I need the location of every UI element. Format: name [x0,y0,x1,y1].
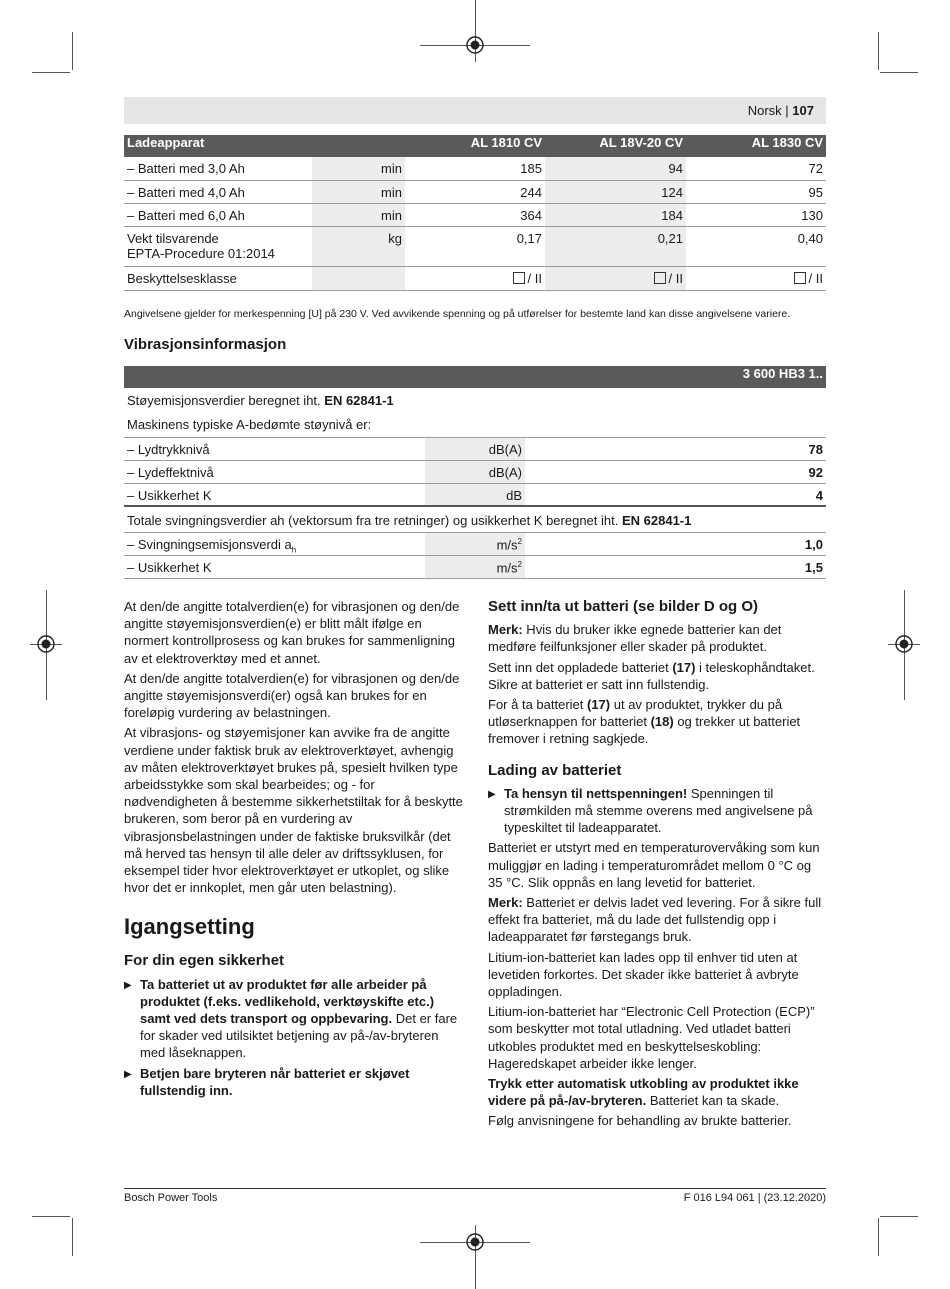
paragraph [488,1075,826,1109]
cell-value: 130 [686,203,826,226]
row-unit: min [312,180,405,203]
protection-class-text: / II [527,270,542,286]
page-header: Norsk | 107 [747,103,814,118]
unit-text: m/s [496,559,518,575]
body-text: Batteriet kan ta skade. [646,1093,780,1109]
bold-text: Ta batteriet ut av produktet før alle arbeider på produktet (f.eks. vedlikehold, verktøyskifte etc.) samt ved dets transport og oppbevaring. [140,976,435,1027]
cell-value: 1,5 [525,555,826,578]
row-label [124,532,425,555]
unit-text: m/s [496,536,518,552]
table-row [124,437,826,460]
paragraph: Litium-ion-batteriet kan lades opp til enhver tid uten at levetiden forkortes. Det skader ikke batteriet å avbryte oppladingen. [488,949,799,1000]
paragraph: At vibrasjons- og støyemisjoner kan avvike fra de angitte verdiene under faktisk bruk av elektroverktøyet, avhengig av måten elektroverktøyet brukes på, spesielt hvilken type arbeidsstykke som skal bearbeides; og - for nødvendigheten å bestemme sikkerhetstiltak for å beskytte brukeren, som beror på en vurdering av vibrasjonsbelastningen under de faktiske bruksvilkår (det må herved tas hensyn til alle deler av driftssyklusen, for eksempel tider hvor elektroverktøyet er utkoplet, og slike hvor det er innkoplet, men går uten belastning). [124,725,463,896]
row-unit: min [312,157,405,180]
paragraph [488,696,826,748]
cell-value [686,266,826,290]
footer-doc-id: F 016 L94 061 | (23.12.2020) [683,1192,826,1204]
vibration-intro-text: Totale svingningsverdier ah (vektorsum fra tre retninger) og usikkerhet K beregnet iht. [127,513,619,528]
paragraph: Batteriet er utstyrt med en temperaturovervåking som kun muliggjør en lading i temperaturområdet mellom 0 °C og 35 °C. Slik oppnås en lang levetid for batteriet. [488,840,820,890]
paragraph: At den/de angitte totalverdien(e) for vibrasjonen og den/de angitte støyemisjonsverdi(er) også kan brukes for en foreløpig vurdering av belastningen. [124,670,460,721]
paragraph: Litium-ion-batteriet har “Electronic Cell Protection (ECP)” som beskytter mot total utladning. Ved utladet batteri utkobles produktet med en beskyttelseskobling: Hageredskapet arbeider ikke lenger. [488,1004,815,1071]
row-label-line: Vekt tilsvarende [127,230,219,246]
table-row [124,180,826,203]
list-item-text [504,785,826,837]
cell-value: 1,0 [525,532,826,555]
body-text: Spenningen til strømkilden må stemme overens med angivelsene på typeskiltet til ladeapparatet. [504,785,813,836]
vibration-table [124,366,826,579]
noise-intro [124,388,826,413]
protection-class-text: / II [808,270,823,286]
right-column [488,598,826,1133]
cell-value: 92 [525,460,826,483]
reference-number: (17) [587,697,611,713]
cell-value: 184 [545,203,686,226]
row-label: – Lydtrykknivå [124,437,425,460]
row-label: – Batteri med 4,0 Ah [124,180,312,203]
model-number: 3 600 HB3 1.. [525,366,826,388]
typical-level-text: Maskinens typiske A-bedømte støynivå er: [124,413,826,437]
protection-class-icon [513,272,525,284]
crop-mark [32,72,70,73]
row-unit: dB(A) [425,437,525,460]
bullet-arrow-icon: ▶ [124,1068,132,1080]
noise-intro-text: Støyemisjonsverdier beregnet iht. [127,393,321,408]
table-header: AL 1830 CV [686,135,826,157]
row-unit [425,555,525,578]
cell-value: 72 [686,157,826,180]
table-row [124,506,826,532]
footer-publisher: Bosch Power Tools [124,1192,218,1204]
registration-mark-icon [894,634,914,654]
table-row [124,157,826,180]
table-header: AL 18V-20 CV [545,135,686,157]
row-label: – Lydeffektnivå [124,460,425,483]
list-item [124,976,464,1062]
paragraph [488,894,826,946]
table-row [124,460,826,483]
cell-value: 78 [525,437,826,460]
table-row [124,413,826,437]
cell-value: 244 [405,180,545,203]
table-row [124,226,826,266]
subsection-title: Lading av batteriet [488,761,622,779]
paragraph [488,621,826,655]
table-header: Ladeapparat [124,135,312,157]
table-header [312,135,405,157]
registration-mark-icon [465,1232,485,1252]
body-text: Sett inn det oppladede batteriet [488,659,673,675]
row-unit: min [312,203,405,226]
cell-value: 94 [545,157,686,180]
subscript: h [291,545,297,555]
crop-mark [880,1216,918,1217]
row-label: – Usikkerhet K [124,555,425,578]
body-text: Batteriet er delvis ladet ved levering. For å sikre full effekt fra batteriet, må du lade det fullstendig opp i ladeapparatet før førstegangs bruk. [488,895,822,945]
subsection-title: For din egen sikkerhet [124,952,285,970]
bullet-arrow-icon: ▶ [124,979,132,991]
cell-value: 4 [815,487,823,503]
row-label-text: – Svingningsemisjonsverdi a [127,536,292,552]
protection-class-icon [794,272,806,284]
table-row [124,203,826,226]
crop-mark [878,32,879,70]
table-header: AL 1810 CV [405,135,545,157]
section-title: Igangsetting [124,914,255,940]
left-column [124,598,464,1102]
page-header-bar [124,97,826,124]
bold-text: Ta hensyn til nettspenningen! [504,785,688,801]
body-text: Det er fare for skader ved utilsiktet betjening av på-/av-bryteren med låseknappen. [140,1011,458,1061]
standard-ref: EN 62841-1 [324,393,394,408]
list-item-text [140,1065,464,1099]
row-unit [425,532,525,555]
body-text: For å ta batteriet [488,697,587,713]
cell-value: 0,40 [686,226,826,266]
table-row [124,532,826,555]
reference-number: (17) [672,659,696,675]
bold-text: Betjen bare bryteren når batteriet er skjøvet fullstendig inn. [140,1065,410,1098]
table-header-row [124,366,826,388]
superscript: 2 [517,536,522,546]
body-text: i teleskophåndtaket. Sikre at batteriet er satt inn fullstendig. [488,659,815,692]
row-label: Beskyttelsesklasse [124,266,312,290]
subsection-title: Sett inn/ta ut batteri (se bilder D og O) [488,598,759,615]
protection-class-icon [654,272,666,284]
table-row [124,266,826,290]
row-label: – Usikkerhet K [127,487,212,503]
cell-value: 185 [405,157,545,180]
cell-value: 0,21 [545,226,686,266]
registration-mark-icon [36,634,56,654]
protection-class-text: / II [668,270,683,286]
crop-mark [878,1218,879,1256]
row-label: – Batteri med 6,0 Ah [124,203,312,226]
charger-table [124,135,826,291]
paragraph [488,659,826,693]
cell-value: 124 [545,180,686,203]
row-unit: dB(A) [425,460,525,483]
row-label [124,226,312,266]
row-label-line: EPTA-Procedure 01:2014 [127,245,275,261]
crop-mark [72,32,73,70]
cell-value [545,266,686,290]
table-row [124,483,826,506]
page-number: 107 [792,103,814,118]
crop-mark [72,1218,73,1256]
vibration-intro [124,506,826,532]
bullet-arrow-icon: ▶ [488,788,496,800]
row-unit: kg [312,226,405,266]
table-row [124,555,826,578]
body-text: og trekker ut batteriet fremover i retning sagkjede. [488,714,801,747]
footer-divider [124,1188,826,1189]
body-text: ut av produktet, trykker du på utløserknappen for batteriet [488,697,783,730]
list-item-text [140,976,464,1062]
paragraph: At den/de angitte totalverdien(e) for vibrasjonen og den/de angitte støyemisjonsverdien(e) er blitt målt ifølge en normert kontrollprosess og kan brukes for sammenligning av et elektroverktøy med et annet. [124,599,460,666]
row-label: – Batteri med 3,0 Ah [124,157,312,180]
body-text: Hvis du bruker ikke egnede batterier kan det medføre feilfunksjoner eller skader på produktet. [488,622,782,655]
paragraph: Følg anvisningene for behandling av brukte batterier. [488,1113,792,1129]
crop-mark [32,1216,70,1217]
row-unit: dB [425,483,525,506]
table-header-row [124,135,826,157]
table-row [124,388,826,413]
bold-text: Trykk etter automatisk utkobling av produktet ikke videre på på-/av-bryteren. [488,1076,799,1109]
list-item [488,785,826,837]
header-language: Norsk [747,103,782,118]
reference-number: (18) [650,714,674,730]
voltage-note: Angivelsene gjelder for merkespenning [U] på 230 V. Ved avvikende spenning og på utførelser for bestemte land kan disse angivelsene variere. [124,308,791,320]
superscript: 2 [517,559,522,569]
cell-value: 364 [405,203,545,226]
bold-text: Merk: [488,622,523,638]
registration-mark-icon [465,35,485,55]
section-heading: Vibrasjonsinformasjon [124,336,287,353]
cell-value: 0,17 [405,226,545,266]
bold-text: Merk: [488,895,523,911]
list-item [124,1065,464,1099]
cell-value [405,266,545,290]
cell-value: 95 [686,180,826,203]
standard-ref: EN 62841-1 [621,513,692,528]
crop-mark [880,72,918,73]
